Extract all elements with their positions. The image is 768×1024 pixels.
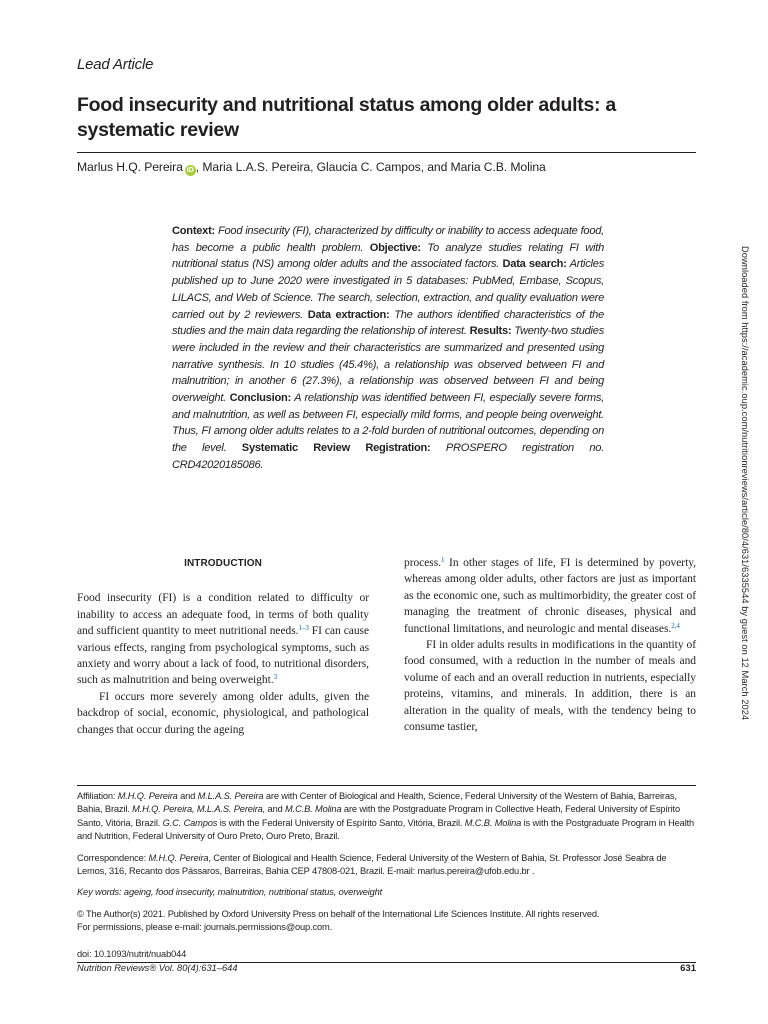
author-initials: M.C.B. Molina (285, 804, 342, 815)
body-paragraph (77, 590, 369, 688)
title-divider (77, 152, 696, 153)
footnote-divider (77, 785, 696, 786)
affiliation-text: are with the Postgraduate Program in Collective Heath, Federal University of Espírito Santo, Vitória, Brazil. (77, 804, 680, 828)
affiliation-text: are with Center of Biological and Health, Science, Federal University of the Western of Bahia, Barreiras, Bahia, Brazil. (77, 791, 677, 815)
body-paragraph (404, 555, 696, 637)
journal-reference: Nutrition Reviews® Vol. 80(4):631–644 (77, 963, 238, 973)
affiliation-text: is with the Postgraduate Program in Health and Nutrition, Federal University of Ouro Preto, Ouro Preto, Brazil. (77, 817, 695, 842)
correspondence-label: Correspondence: (77, 853, 149, 863)
affiliation-note (77, 790, 697, 844)
section-heading-introduction: INTRODUCTION (184, 558, 262, 569)
author-list (77, 158, 697, 176)
body-column-left (77, 555, 369, 738)
abstract-objective-label: Objective: (369, 241, 421, 254)
article-type-label: Lead Article (77, 56, 154, 73)
author-initials: M.C.B. Molina (464, 817, 522, 828)
body-paragraph: FI in older adults results in modifications in the quantity of food consumed, with a reduction in the number of meals and volume of each and an overall reduction in nutrients, especially proteins, vitamins, and minerals. In addition, there is an alteration in the quality of meals, with the tendency being to consume tastier, (404, 639, 696, 734)
keywords: Key words: ageing, food insecurity, malnutrition, nutritional status, overweight (77, 887, 383, 897)
abstract-conclusion-label: Conclusion: (229, 392, 291, 405)
paragraph-text: process. (404, 557, 441, 569)
reference-link[interactable]: 2,4 (671, 621, 680, 630)
abstract-registration: PROSPERO registration no. CRD42020185086. (172, 442, 604, 471)
abstract-results: Twenty-two studies were included in the review and their characteristics are summarized and presented using narrative synthesis. In 10 studies (45.4%), a relationship was observed between FI and malnutrition; in another 6 (27.3%), a relationship was observed between FI and being overweight. (172, 325, 604, 405)
reference-link[interactable]: 1–3 (298, 624, 309, 633)
article-title: Food insecurity and nutritional status among older adults: a systematic review (77, 94, 616, 141)
author-initials: M.H.Q. Pereira (117, 791, 178, 801)
author-name: Marlus H.Q. Pereira (77, 160, 183, 174)
permissions-line: For permissions, please e-mail: journals.permissions@oup.com. (77, 922, 333, 933)
affiliation-text: is with the Federal University of Espírito Santo, Vitória, Brazil. (217, 817, 465, 828)
abstract-data-extraction-label: Data extraction: (307, 308, 390, 321)
abstract-data-extraction: The authors identified characteristics of the studies and the main data regarding the relationship of interest. (172, 308, 604, 338)
co-author-names: , Maria L.A.S. Pereira, Glaucia C. Campos, and Maria C.B. Molina (195, 160, 546, 174)
orcid-icon[interactable]: iD (185, 165, 196, 176)
paragraph-text: In other stages of life, FI is determined by poverty, whereas among older adults, other factors are just as important as the economic one, such as multimorbidity, the greater cost of managing the treatment of chronic diseases, physical and functional limitations, and neurologic and mental diseases. (404, 557, 696, 635)
abstract-data-search-label: Data search: (502, 258, 567, 271)
reference-link[interactable]: 3 (273, 673, 278, 682)
doi[interactable]: doi: 10.1093/nutrit/nuab044 (77, 949, 187, 959)
abstract-data-search: Articles published up to June 2020 were investigated in 5 databases: PubMed, Embase, Scopus, LILACS, and Web of Science. The search, selection, extraction, and quality evaluation were carried out by 2 reviewers. (172, 258, 604, 321)
download-watermark: Downloaded from https://academic.oup.com/nutritionreviews/article/80/4/631/6335544 by guest on 12 March 2024 (740, 246, 750, 721)
abstract-context-label: Context: (172, 225, 215, 237)
paragraph-text: FI can cause various effects, ranging from psychological symptoms, such as anxiety and worry about a lack of food, to nutritional disorders, such as malnutrition and being overweight. (77, 625, 369, 687)
affiliation-text: and (265, 804, 286, 815)
correspondence-text: , Center of Biological and Health Science, Federal University of the Western of Bahia, St. Professor José Seabra de Lemos, 316, Recanto dos Pássaros, Barreiras, Bahia CEP 47808-021, Brazil. E-mail: marlus.pereira@ufob.edu.br . (77, 853, 667, 877)
abstract-results-label: Results: (469, 325, 512, 338)
abstract (172, 223, 604, 474)
author-initials: M.H.Q. Pereira, M.L.A.S. Pereira, (132, 804, 266, 815)
page-number: 631 (680, 963, 696, 974)
abstract-context: Food insecurity (FI), characterized by difficulty or inability to access adequate food, has become a public health problem. (172, 225, 604, 254)
body-paragraph: FI occurs more severely among older adults, given the backdrop of social, economic, physiological, and pathological changes that occur during the ageing (77, 690, 369, 736)
copyright-line: © The Author(s) 2021. Published by Oxford University Press on behalf of the International Life Sciences Institute. All rights reserved. (77, 909, 600, 919)
abstract-registration-label: Systematic Review Registration: (241, 442, 431, 455)
abstract-conclusion: A relationship was identified between FI, especially severe forms, and malnutrition, as well as between FI, especially mild forms, and people being overweight. Thus, FI among older adults relates to a 2-fold burden of nutritional outcomes, depending on the level. (172, 392, 604, 455)
reference-link[interactable]: 1 (440, 556, 445, 564)
abstract-objective: To analyze studies relating FI with nutritional status (NS) among older adults and the associated factors. (172, 241, 604, 271)
affiliation-text: and (177, 791, 198, 801)
correspondence-note (77, 852, 697, 879)
copyright-note (77, 908, 697, 935)
paragraph-text: Food insecurity (FI) is a condition related to difficulty or inability to access an adequate food, in terms of both quality and sufficient quantity to meet nutritional needs. (77, 592, 369, 638)
author-initials: M.H.Q. Pereira (148, 853, 209, 863)
author-initials: M.L.A.S. Pereira (197, 791, 264, 801)
author-initials: G.C. Campos (162, 817, 218, 828)
body-column-right (404, 555, 696, 735)
affiliation-label: Affiliation: (77, 791, 118, 801)
